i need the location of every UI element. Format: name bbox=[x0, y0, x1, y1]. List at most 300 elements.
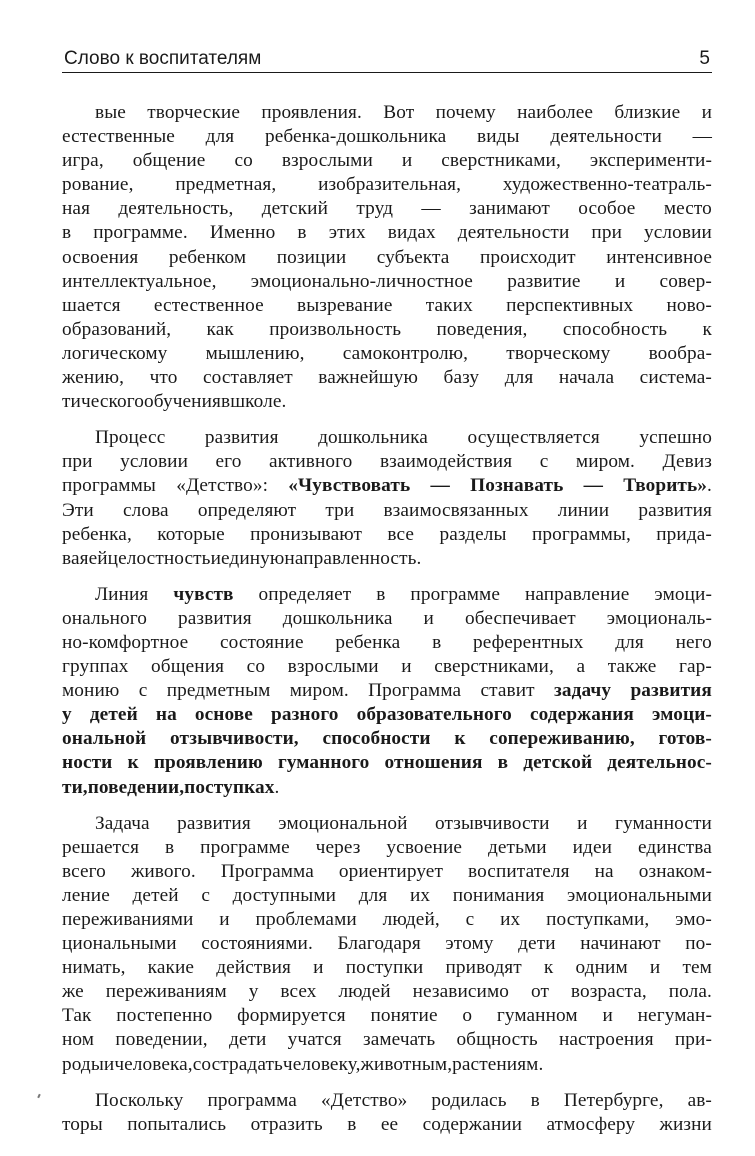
word: проявлению bbox=[153, 752, 263, 774]
word: для bbox=[504, 367, 534, 389]
word: направление bbox=[524, 583, 630, 605]
word: Благодаря bbox=[337, 933, 421, 955]
word: способности bbox=[322, 728, 431, 750]
text-line bbox=[62, 776, 712, 800]
text-line bbox=[62, 221, 712, 245]
word: эмоциональными bbox=[567, 884, 712, 906]
word: детей bbox=[89, 704, 138, 726]
word: близкие bbox=[614, 102, 681, 123]
word: способность bbox=[562, 318, 668, 340]
word: целостность bbox=[107, 547, 211, 569]
word: изобразительная, bbox=[318, 174, 462, 196]
word: программа bbox=[207, 1089, 297, 1111]
word: отразить bbox=[250, 1113, 323, 1135]
word: школе. bbox=[230, 391, 287, 413]
paragraph bbox=[62, 101, 712, 414]
word: ление bbox=[62, 884, 110, 906]
word: негуман- bbox=[637, 1005, 712, 1027]
word: с bbox=[539, 451, 549, 473]
paragraph bbox=[62, 812, 712, 1077]
paragraph bbox=[62, 426, 712, 571]
word: эмо- bbox=[675, 909, 712, 930]
word: в bbox=[165, 836, 175, 858]
text-line bbox=[62, 390, 712, 414]
text-line bbox=[62, 812, 712, 836]
word: развития bbox=[630, 680, 712, 702]
word: при- bbox=[674, 1029, 712, 1051]
word: задачу bbox=[554, 680, 612, 702]
word: почему bbox=[435, 102, 496, 123]
word: Творить». bbox=[623, 475, 712, 497]
word: ональной bbox=[62, 728, 147, 750]
word: творческие bbox=[147, 102, 241, 123]
word: детской bbox=[523, 752, 593, 774]
word: мышлению, bbox=[205, 342, 305, 364]
text-line bbox=[62, 607, 712, 631]
text-line bbox=[62, 450, 712, 474]
word: нимать, bbox=[62, 957, 126, 979]
word: переживаниями bbox=[62, 909, 194, 930]
word: самоконтролю, bbox=[342, 342, 469, 364]
word: Девиз bbox=[662, 451, 712, 473]
word: эмоци- bbox=[652, 704, 712, 726]
word: Программа bbox=[220, 860, 314, 882]
text-line bbox=[62, 270, 712, 294]
word: всего bbox=[62, 860, 106, 882]
word: тического bbox=[62, 391, 145, 413]
word: по- bbox=[685, 933, 712, 955]
word: воспитателя bbox=[468, 860, 570, 882]
word: идеи bbox=[572, 836, 613, 858]
word: всех bbox=[280, 981, 317, 1003]
word: субъекта bbox=[376, 246, 450, 268]
word: линии bbox=[557, 499, 610, 521]
text-line bbox=[62, 655, 712, 679]
word: одним bbox=[575, 957, 628, 979]
page-number: 5 bbox=[699, 48, 710, 69]
word: обеспечивает bbox=[464, 607, 576, 629]
word: циональными bbox=[62, 933, 177, 955]
word: определяет bbox=[258, 583, 352, 605]
text-line bbox=[62, 884, 712, 908]
word: какие bbox=[147, 957, 195, 979]
text-line bbox=[62, 149, 712, 173]
word: пола. bbox=[668, 981, 712, 1003]
word: особое bbox=[578, 198, 636, 220]
word: ознаком- bbox=[638, 860, 712, 882]
word: живого. bbox=[130, 860, 196, 882]
text-line bbox=[62, 908, 712, 932]
word: Вот bbox=[383, 102, 415, 123]
word: миром. bbox=[575, 451, 635, 473]
word: Так bbox=[62, 1005, 92, 1027]
word: также bbox=[607, 656, 657, 678]
word: ности bbox=[62, 752, 113, 774]
word: тем bbox=[682, 957, 712, 979]
word: активного bbox=[268, 451, 353, 473]
text-line bbox=[62, 727, 712, 751]
word: ее bbox=[380, 1113, 399, 1135]
word: человеку, bbox=[282, 1053, 361, 1075]
word: при bbox=[591, 222, 622, 244]
word: отзывчивости, bbox=[169, 728, 299, 750]
word: — bbox=[430, 475, 450, 497]
word: освоения bbox=[62, 246, 139, 268]
text-line bbox=[62, 932, 712, 956]
word: ав- bbox=[687, 1089, 712, 1111]
word: начала bbox=[558, 367, 615, 389]
word: Поскольку bbox=[95, 1089, 184, 1111]
word: ей bbox=[88, 547, 108, 569]
word: поведения, bbox=[436, 318, 528, 340]
word: него bbox=[675, 631, 712, 653]
word: миром. bbox=[289, 680, 349, 702]
word: интеллектуальное, bbox=[62, 270, 217, 292]
word: направленность. bbox=[284, 547, 422, 569]
word: эмоциональной bbox=[278, 812, 408, 834]
word: эмоционально-личностное bbox=[250, 270, 473, 292]
word: взаимодействия bbox=[379, 451, 513, 473]
word: родилась bbox=[431, 1089, 507, 1111]
word: о bbox=[462, 1005, 473, 1027]
word: ном bbox=[62, 1029, 95, 1051]
word: Именно bbox=[209, 222, 276, 244]
word: важнейшую bbox=[318, 367, 418, 389]
word: понимания bbox=[452, 884, 545, 906]
word: вообра- bbox=[648, 342, 712, 364]
word: программе bbox=[410, 583, 500, 605]
word: со bbox=[246, 656, 266, 678]
word: деятельнос- bbox=[607, 752, 712, 774]
word: поступки bbox=[345, 957, 424, 979]
word: дошкольника bbox=[282, 607, 393, 629]
word: взрослыми bbox=[287, 656, 379, 678]
running-header bbox=[62, 46, 712, 73]
word: основе bbox=[194, 704, 253, 726]
word: онального bbox=[62, 607, 148, 629]
word: прида- bbox=[656, 523, 712, 545]
word: дети bbox=[228, 1029, 267, 1051]
word: развитие bbox=[507, 270, 581, 292]
word: разделы bbox=[439, 523, 507, 545]
word: проблемами bbox=[255, 909, 357, 930]
word: растениям. bbox=[452, 1053, 544, 1075]
word: виды bbox=[477, 126, 520, 148]
word: референтных bbox=[473, 631, 584, 653]
word: а bbox=[576, 656, 586, 678]
word: и bbox=[210, 547, 221, 569]
word: сверстниками, bbox=[434, 656, 554, 678]
word: система- bbox=[639, 367, 712, 389]
word: людей bbox=[338, 981, 391, 1003]
text-line bbox=[62, 523, 712, 547]
word: для bbox=[358, 884, 388, 906]
word: естественные bbox=[62, 126, 175, 148]
word: к bbox=[702, 318, 712, 340]
word: ориентирует bbox=[338, 860, 443, 882]
word: в bbox=[432, 631, 442, 653]
word: атмосферу bbox=[546, 1113, 636, 1135]
text-line bbox=[62, 342, 712, 366]
word: и bbox=[614, 270, 626, 292]
paragraph bbox=[62, 1089, 712, 1137]
word: у bbox=[62, 704, 72, 726]
word: учатся bbox=[287, 1029, 342, 1051]
word: развития bbox=[178, 607, 252, 629]
word: шается bbox=[62, 294, 121, 316]
word: успешно bbox=[639, 427, 712, 449]
word: в bbox=[297, 222, 307, 244]
word: сострадать bbox=[192, 1053, 283, 1075]
text-line bbox=[62, 583, 712, 607]
word: группах bbox=[62, 656, 129, 678]
word: — bbox=[583, 475, 604, 497]
word: эксперименти- bbox=[589, 150, 712, 172]
word: дошкольника bbox=[318, 427, 428, 449]
paragraph bbox=[62, 583, 712, 800]
text-line bbox=[62, 318, 712, 342]
word: в bbox=[62, 222, 72, 244]
text-line bbox=[62, 956, 712, 980]
word: деятельности bbox=[457, 222, 570, 244]
word: вая bbox=[62, 547, 89, 569]
word: три bbox=[325, 499, 355, 521]
text-line bbox=[62, 1053, 712, 1077]
word: общение bbox=[132, 150, 206, 172]
word: предметная, bbox=[175, 174, 277, 196]
word: с bbox=[138, 680, 148, 702]
word: перспективных bbox=[506, 294, 634, 316]
word: попытались bbox=[127, 1113, 227, 1135]
word: и bbox=[103, 1053, 115, 1075]
word: торы bbox=[62, 1113, 103, 1135]
word: — bbox=[692, 126, 712, 148]
text-line bbox=[62, 679, 712, 703]
word: что bbox=[149, 367, 178, 389]
text-line bbox=[62, 294, 712, 318]
text-line bbox=[62, 101, 712, 125]
word: постепенно bbox=[116, 1005, 213, 1027]
word: отношения bbox=[384, 752, 483, 774]
word: общения bbox=[151, 656, 225, 678]
word: его bbox=[215, 451, 242, 473]
word: к bbox=[127, 752, 139, 774]
word: приводят bbox=[445, 957, 522, 979]
text-line bbox=[62, 246, 712, 270]
text-line bbox=[62, 1028, 712, 1052]
word: наиболее bbox=[517, 102, 594, 123]
word: людей, bbox=[382, 909, 440, 930]
word: образований, bbox=[62, 318, 172, 340]
word: позиции bbox=[276, 246, 347, 268]
word: их bbox=[500, 909, 521, 930]
word: программы, bbox=[531, 523, 631, 545]
word: труд bbox=[356, 198, 394, 220]
word: программе bbox=[200, 836, 290, 858]
word: действия bbox=[216, 957, 291, 979]
word: игра, bbox=[62, 150, 104, 172]
word: понятие bbox=[370, 1005, 438, 1027]
text-line bbox=[62, 703, 712, 727]
word: Процесс bbox=[95, 427, 166, 449]
text-line bbox=[62, 1004, 712, 1028]
word: и bbox=[219, 909, 230, 930]
word: содержания bbox=[529, 704, 634, 726]
word: поступками, bbox=[546, 909, 650, 930]
text-line bbox=[62, 860, 712, 884]
word: у bbox=[248, 981, 259, 1003]
word: ребенком bbox=[168, 246, 247, 268]
word: при bbox=[62, 451, 93, 473]
word: к bbox=[454, 728, 466, 750]
word: замечать bbox=[362, 1029, 436, 1051]
word: определяют bbox=[197, 499, 297, 521]
word: слова bbox=[122, 499, 169, 521]
word: «Чувствовать bbox=[288, 475, 411, 497]
word: поведении, bbox=[115, 1029, 208, 1051]
word: детский bbox=[261, 198, 329, 220]
word: гуманном bbox=[496, 1005, 578, 1027]
word: «Детство»: bbox=[176, 475, 269, 497]
word: Программа bbox=[368, 680, 462, 702]
word: и bbox=[649, 957, 661, 979]
text-line bbox=[62, 547, 712, 571]
word: единую bbox=[221, 547, 285, 569]
word: общность bbox=[456, 1029, 538, 1051]
word: Задача bbox=[95, 812, 150, 834]
word: и bbox=[313, 957, 324, 979]
word: в bbox=[530, 1089, 540, 1111]
word: программы bbox=[62, 475, 156, 497]
text-line bbox=[62, 197, 712, 221]
word: на bbox=[155, 704, 177, 726]
word: независимо bbox=[412, 981, 510, 1003]
word: этому bbox=[445, 933, 494, 955]
word: готов- bbox=[658, 728, 712, 750]
word: и bbox=[577, 812, 588, 834]
word: обучения bbox=[144, 391, 221, 413]
text-line bbox=[62, 980, 712, 1004]
word: отзывчивости bbox=[435, 812, 550, 834]
word: эмоци- bbox=[654, 583, 712, 605]
body-text bbox=[62, 101, 712, 1149]
word: место bbox=[663, 198, 712, 220]
word: состояниями. bbox=[201, 933, 313, 955]
text-line bbox=[62, 125, 712, 149]
word: и bbox=[602, 1005, 613, 1027]
word: рование, bbox=[62, 174, 134, 196]
word: животным, bbox=[360, 1053, 453, 1075]
word: гуманности bbox=[614, 812, 712, 834]
word: на bbox=[594, 860, 614, 882]
word: со bbox=[234, 150, 253, 172]
word: вые bbox=[95, 102, 126, 123]
word: в bbox=[220, 391, 231, 413]
word: развития bbox=[204, 427, 279, 449]
text-line bbox=[62, 836, 712, 860]
word: развития bbox=[177, 812, 251, 834]
word: гар- bbox=[678, 656, 712, 678]
word: видах bbox=[387, 222, 436, 244]
word: и bbox=[701, 102, 712, 123]
word: сопереживанию, bbox=[489, 728, 635, 750]
word: условии bbox=[644, 222, 712, 244]
word: Познавать bbox=[470, 475, 564, 497]
word: разного bbox=[271, 704, 339, 726]
word: и bbox=[423, 607, 434, 629]
word: программе. bbox=[93, 222, 188, 244]
word: в bbox=[376, 583, 386, 605]
word: проявления. bbox=[261, 102, 362, 123]
word: происходит bbox=[479, 246, 576, 268]
word: ти, bbox=[62, 776, 88, 798]
word: составляет bbox=[202, 367, 293, 389]
word: ребенка, bbox=[62, 523, 132, 545]
text-line bbox=[62, 751, 712, 775]
word: сверстниками, bbox=[441, 150, 561, 172]
word: детьми bbox=[487, 836, 547, 858]
word: переживаниям bbox=[105, 981, 227, 1003]
word: через bbox=[315, 836, 361, 858]
word: этих bbox=[328, 222, 366, 244]
word: для bbox=[615, 631, 644, 653]
word: с bbox=[201, 884, 210, 906]
word: доступными bbox=[232, 884, 337, 906]
word: жизни bbox=[659, 1113, 712, 1135]
word: единства bbox=[637, 836, 712, 858]
word: поведении, bbox=[87, 776, 185, 798]
word: таких bbox=[425, 294, 473, 316]
word: Петербурге, bbox=[563, 1089, 664, 1111]
word: условии bbox=[120, 451, 188, 473]
word: «Детство» bbox=[320, 1089, 408, 1111]
text-line bbox=[62, 1089, 712, 1113]
document-page bbox=[62, 0, 712, 1156]
word: же bbox=[62, 981, 84, 1003]
text-line bbox=[62, 426, 712, 450]
word: человека, bbox=[114, 1053, 193, 1075]
text-line bbox=[62, 173, 712, 197]
word: их bbox=[409, 884, 431, 906]
word: деятельности bbox=[550, 126, 662, 148]
word: Линия bbox=[95, 583, 149, 605]
word: усвоение bbox=[386, 836, 463, 858]
word: как bbox=[206, 318, 234, 340]
word: роды bbox=[62, 1053, 104, 1075]
text-line bbox=[62, 631, 712, 655]
word: которые bbox=[157, 523, 225, 545]
word: развития bbox=[638, 499, 712, 521]
word: настроения bbox=[558, 1029, 654, 1051]
word: жению, bbox=[62, 367, 125, 389]
word: Эти bbox=[62, 499, 94, 521]
word: гуманного bbox=[277, 752, 370, 774]
word: но-комфортное bbox=[62, 631, 189, 653]
word: ставит bbox=[480, 680, 535, 702]
scan-speck bbox=[37, 1094, 41, 1098]
word: взаимосвязанных bbox=[383, 499, 529, 521]
word: начинают bbox=[580, 933, 661, 955]
text-line bbox=[62, 366, 712, 390]
word: ново- bbox=[666, 294, 712, 316]
word: возраста, bbox=[570, 981, 647, 1003]
word: предметным bbox=[166, 680, 271, 702]
word: в bbox=[497, 752, 509, 774]
word: совер- bbox=[659, 270, 712, 292]
word: — bbox=[421, 198, 441, 220]
word: занимают bbox=[469, 198, 550, 220]
word: и bbox=[401, 150, 413, 172]
